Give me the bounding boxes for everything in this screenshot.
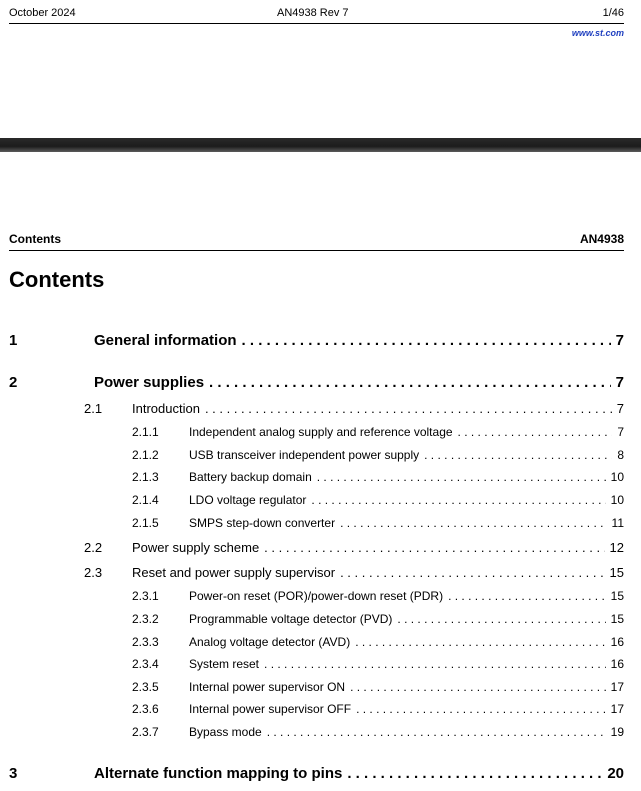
toc-leader-dots (347, 765, 602, 782)
header-date: October 2024 (9, 7, 76, 19)
toc-entry-page: 15 (610, 589, 624, 603)
toc-entry-page: 20 (607, 765, 624, 782)
toc-leader-dots (264, 540, 604, 555)
toc-entry-page: 11 (611, 516, 624, 530)
toc-entry-title: Internal power supervisor ON (189, 680, 346, 694)
toc-entry-title: General information (94, 332, 237, 349)
section-header-label: Contents (9, 232, 61, 246)
toc-entry-title: Alternate function mapping to pins (94, 765, 343, 782)
toc-leader-dots (205, 401, 612, 416)
toc-entry-2[interactable] (9, 374, 624, 391)
page-title: Contents (9, 267, 105, 292)
toc-entry-number: 2.3 (84, 565, 103, 580)
toc-entry-number: 2.3.3 (132, 635, 159, 649)
toc-entry-2-3-3[interactable] (132, 635, 624, 649)
toc-entry-number: 2.3.7 (132, 725, 159, 739)
toc-entry-2-3-4[interactable] (132, 657, 624, 671)
toc-entry-title: Independent analog supply and reference voltage (189, 425, 453, 439)
toc-entry-title: LDO voltage regulator (189, 493, 307, 507)
toc-entry-page: 7 (616, 401, 624, 416)
header-doc-rev: AN4938 Rev 7 (277, 7, 349, 19)
toc-entry-page: 10 (610, 493, 624, 507)
toc-entry-number: 1 (9, 332, 18, 349)
toc-entry-2-3-7[interactable] (132, 725, 624, 739)
toc-entry-1[interactable] (9, 332, 624, 349)
toc-leader-dots (209, 374, 611, 391)
toc-entry-title: Programmable voltage detector (PVD) (189, 612, 393, 626)
toc-entry-number: 2.1.3 (132, 470, 159, 484)
toc-entry-page: 15 (609, 565, 624, 580)
toc-entry-page: 7 (615, 332, 624, 349)
toc-leader-dots (242, 332, 611, 349)
toc-entry-2-1-1[interactable] (132, 425, 624, 439)
toc-entry-title: Battery backup domain (189, 470, 312, 484)
toc-entry-2-3-5[interactable] (132, 680, 624, 694)
toc-entry-page: 19 (610, 725, 624, 739)
website-link[interactable]: www.st.com (571, 28, 624, 38)
toc-entry-number: 2 (9, 374, 18, 391)
toc-leader-dots (311, 493, 605, 507)
toc-entry-number: 2.1 (84, 401, 103, 416)
toc-entry-2-3-2[interactable] (132, 612, 624, 626)
toc-leader-dots (317, 470, 606, 484)
toc-entry-2-2[interactable] (84, 540, 624, 555)
toc-entry-page: 7 (615, 374, 624, 391)
toc-entry-number: 2.1.2 (132, 448, 159, 462)
toc-entry-2-3-1[interactable] (132, 589, 624, 603)
toc-entry-page: 16 (610, 657, 624, 671)
toc-entry-title: Power-on reset (POR)/power-down reset (PDR) (189, 589, 444, 603)
toc-entry-number: 2.3.4 (132, 657, 159, 671)
toc-entry-2-3[interactable] (84, 565, 624, 580)
toc-entry-number: 2.3.6 (132, 702, 159, 716)
toc-entry-2-1-3[interactable] (132, 470, 624, 484)
toc-entry-page: 15 (610, 612, 624, 626)
toc-entry-title: USB transceiver independent power supply (189, 448, 420, 462)
toc-leader-dots (458, 425, 613, 439)
toc-entry-title: Bypass mode (189, 725, 262, 739)
toc-entry-title: Power supplies (94, 374, 205, 391)
toc-entry-number: 2.3.2 (132, 612, 159, 626)
header-page-number: 1/46 (602, 7, 624, 19)
toc-entry-page: 17 (610, 680, 624, 694)
toc-entry-2-1-2[interactable] (132, 448, 624, 462)
toc-entry-number: 2.1.5 (132, 516, 159, 530)
toc-leader-dots (355, 635, 605, 649)
toc-entry-title: Introduction (132, 401, 200, 416)
toc-entry-page: 7 (617, 425, 624, 439)
toc-entry-number: 3 (9, 765, 18, 782)
toc-entry-number: 2.1.4 (132, 493, 159, 507)
toc-entry-number: 2.3.1 (132, 589, 159, 603)
toc-entry-title: Power supply scheme (132, 540, 260, 555)
toc-leader-dots (340, 516, 606, 530)
toc-entry-title: Analog voltage detector (AVD) (189, 635, 351, 649)
toc-entry-number: 2.1.1 (132, 425, 159, 439)
toc-entry-number: 2.3.5 (132, 680, 159, 694)
toc-entry-page: 16 (610, 635, 624, 649)
section-header-doc-id: AN4938 (579, 232, 624, 246)
toc-entry-page: 17 (610, 702, 624, 716)
toc-entry-2-1[interactable] (84, 401, 624, 416)
toc-entry-page: 12 (609, 540, 624, 555)
toc-entry-2-1-4[interactable] (132, 493, 624, 507)
toc-leader-dots (424, 448, 612, 462)
toc-leader-dots (340, 565, 604, 580)
toc-leader-dots (267, 725, 606, 739)
toc-entry-title: Internal power supervisor OFF (189, 702, 352, 716)
toc-leader-dots (350, 680, 606, 694)
toc-entry-page: 10 (610, 470, 624, 484)
toc-entry-title: Reset and power supply supervisor (132, 565, 336, 580)
toc-entry-3[interactable] (9, 765, 624, 782)
toc-entry-2-3-6[interactable] (132, 702, 624, 716)
toc-entry-2-1-5[interactable] (132, 516, 624, 530)
toc-leader-dots (356, 702, 606, 716)
toc-leader-dots (264, 657, 606, 671)
toc-entry-title: SMPS step-down converter (189, 516, 336, 530)
toc-entry-page: 8 (617, 448, 624, 462)
toc-leader-dots (397, 612, 605, 626)
toc-entry-number: 2.2 (84, 540, 103, 555)
toc-entry-title: System reset (189, 657, 260, 671)
toc-leader-dots (448, 589, 606, 603)
